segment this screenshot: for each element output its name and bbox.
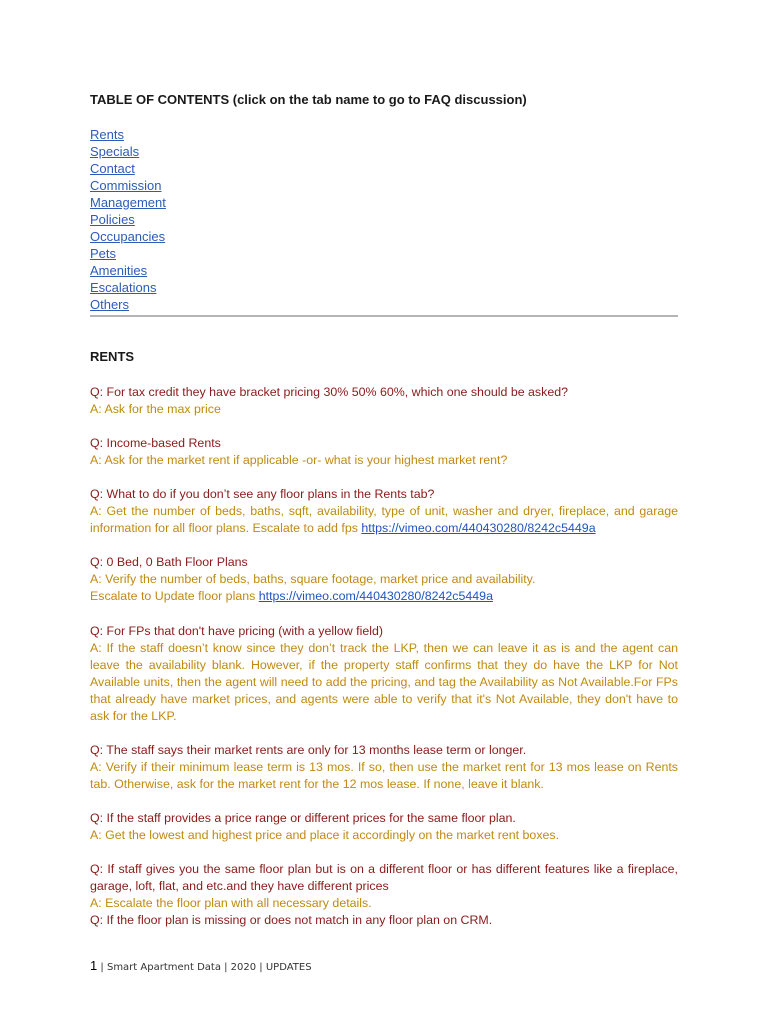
question: Q: Income-based Rents [90, 436, 221, 450]
page-number: 1 [90, 958, 98, 973]
answer: A: Verify if their minimum lease term is 13 mos. If so, then use the market rent for 13 mos lease on Rents tab. Otherwise, ask for the market rent for the 12 mos lease. If none, leave it blank. [90, 760, 678, 791]
toc-link-specials[interactable]: Specials [90, 144, 140, 159]
toc-item [90, 245, 166, 262]
qa-block [90, 742, 678, 793]
toc-link-pets[interactable]: Pets [90, 246, 117, 261]
answer-text: A: Get the number of beds, baths, sqft, availability, type of unit, washer and dryer, fireplace, and garage information for all floor plans. Escalate to add fps [90, 504, 678, 535]
toc-item [90, 279, 166, 296]
toc-link-policies[interactable]: Policies [90, 212, 135, 227]
answer-text: Escalate to Update floor plans [90, 589, 259, 603]
footer-text: | Smart Apartment Data | 2020 | UPDATES [100, 962, 312, 973]
answer [90, 503, 678, 537]
toc-item [90, 228, 166, 245]
vimeo-link[interactable]: https://vimeo.com/440430280/8242c5449a [361, 521, 596, 535]
vimeo-link[interactable]: https://vimeo.com/440430280/8242c5449a [258, 589, 493, 603]
answer: A: Get the lowest and highest price and place it accordingly on the market rent boxes. [90, 828, 560, 842]
toc-link-management[interactable]: Management [90, 195, 166, 210]
toc-item [90, 194, 166, 211]
question: Q: If the staff provides a price range or different prices for the same floor plan. [90, 811, 516, 825]
toc-link-commission[interactable]: Commission [90, 178, 162, 193]
question: Q: If staff gives you the same floor plan but is on a different floor or has different features like a fireplace, garage, loft, flat, and etc.and they have different prices [90, 862, 678, 893]
answer-continued [90, 588, 678, 605]
qa-block [90, 861, 678, 929]
toc-item [90, 126, 166, 143]
qa-block [90, 435, 678, 469]
toc-link-contact[interactable]: Contact [90, 161, 135, 176]
qa-block [90, 810, 678, 844]
section-divider [90, 315, 678, 317]
question: Q: What to do if you don’t see any floor plans in the Rents tab? [90, 487, 435, 501]
page-footer [90, 958, 312, 973]
answer: A: Verify the number of beds, baths, square footage, market price and availability. [90, 572, 536, 586]
toc-link-rents[interactable]: Rents [90, 127, 124, 142]
answer: A: If the staff doesn’t know since they don’t track the LKP, then we can leave it as is and the agent can leave the availability blank. However, if the property staff confirms that they do have the LKP for Not Available units, then the agent will need to add the pricing, and tag the Availability as Not Available.For FPs that already have market prices, and agents were able to verify that it's Not Available, they don't have to ask for the LKP. [90, 641, 678, 723]
answer: A: Ask for the max price [90, 402, 221, 416]
question: Q: For tax credit they have bracket pricing 30% 50% 60%, which one should be asked? [90, 385, 568, 399]
qa-block [90, 554, 678, 605]
toc-link-escalations[interactable]: Escalations [90, 280, 157, 295]
question: Q: 0 Bed, 0 Bath Floor Plans [90, 555, 248, 569]
question: Q: If the floor plan is missing or does not match in any floor plan on CRM. [90, 913, 493, 927]
question: Q: The staff says their market rents are only for 13 months lease term or longer. [90, 743, 527, 757]
toc-item [90, 177, 166, 194]
question: Q: For FPs that don't have pricing (with a yellow field) [90, 624, 383, 638]
toc-link-amenities[interactable]: Amenities [90, 263, 148, 278]
toc-item [90, 262, 166, 279]
toc-link-others[interactable]: Others [90, 297, 130, 312]
toc-item [90, 160, 166, 177]
toc-link-occupancies[interactable]: Occupancies [90, 229, 166, 244]
toc-title: TABLE OF CONTENTS (click on the tab name to go to FAQ discussion) [90, 92, 527, 107]
toc-item [90, 296, 166, 313]
section-title-rents: RENTS [90, 349, 135, 364]
qa-block [90, 486, 678, 537]
answer: A: Ask for the market rent if applicable -or- what is your highest market rent? [90, 453, 508, 467]
toc-item [90, 211, 166, 228]
qa-block [90, 384, 678, 418]
answer: A: Escalate the floor plan with all necessary details. [90, 896, 372, 910]
toc-item [90, 143, 166, 160]
toc-list [90, 126, 166, 313]
qa-block [90, 623, 678, 725]
